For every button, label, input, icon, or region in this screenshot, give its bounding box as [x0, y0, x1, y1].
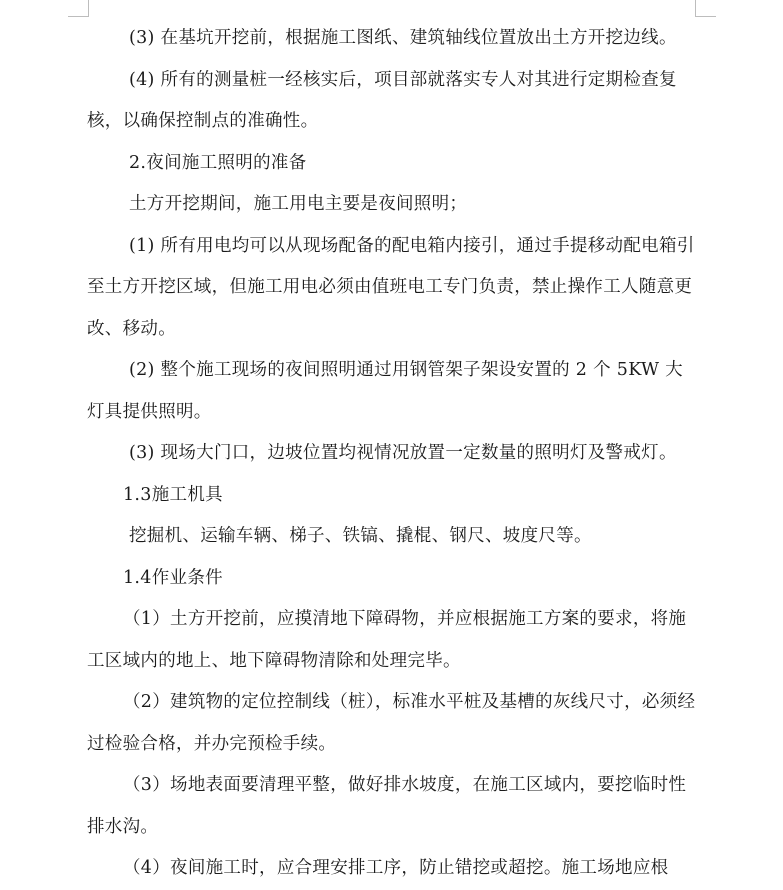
paragraph-lighting-gate: (3) 现场大门口，边坡位置均视情况放置一定数量的照明灯及警戒灯。 — [129, 443, 677, 463]
section-heading-machinery: 1.3施工机具 — [123, 484, 223, 505]
paragraph-condition-night-work: （4）夜间施工时，应合理安排工序，防止错挖或超挖。施工场地应根 — [123, 858, 669, 878]
paragraph-machinery-list: 挖掘机、运输车辆、梯子、铁镐、撬棍、钢尺、坡度尺等。 — [129, 526, 592, 546]
page-corner-mark-left — [68, 0, 89, 17]
paragraph-survey-boundary: (3) 在基坑开挖前，根据施工图纸、建筑轴线位置放出土方开挖边线。 — [129, 28, 677, 48]
section-heading-night-lighting: 2.夜间施工照明的准备 — [129, 152, 307, 173]
paragraph-survey-pile-check: (4) 所有的测量桩一经核实后，项目部就落实专人对其进行定期检查复核，以确保控制点的准确性。 — [87, 69, 677, 131]
paragraph-condition-control-lines: （2）建筑物的定位控制线（桩），标准水平桩及基槽的灰线尺寸，必须经过检验合格，并办完预检手续。 — [87, 692, 696, 754]
document-page — [87, 18, 699, 890]
paragraph-lighting-power: (1) 所有用电均可以从现场配备的配电箱内接引，通过手提移动配电箱引至土方开挖区域，但施工用电必须由值班电工专门负责，禁止操作工人随意更改、移动。 — [87, 235, 695, 339]
paragraph-condition-obstacles: （1）土方开挖前，应摸清地下障碍物，并应根据施工方案的要求，将施工区域内的地上、地下障碍物清除和处理完毕。 — [87, 609, 687, 671]
section-heading-work-conditions: 1.4作业条件 — [123, 567, 223, 588]
paragraph-condition-drainage: （3）场地表面要清理平整，做好排水坡度，在施工区域内，要挖临时性排水沟。 — [87, 775, 687, 837]
page-corner-mark-right — [695, 0, 716, 17]
paragraph-lighting-lamps: (2) 整个施工现场的夜间照明通过用钢管架子架设安置的 2 个 5KW 大灯具提供照明。 — [87, 360, 683, 422]
paragraph-lighting-intro: 土方开挖期间，施工用电主要是夜间照明； — [129, 194, 468, 214]
